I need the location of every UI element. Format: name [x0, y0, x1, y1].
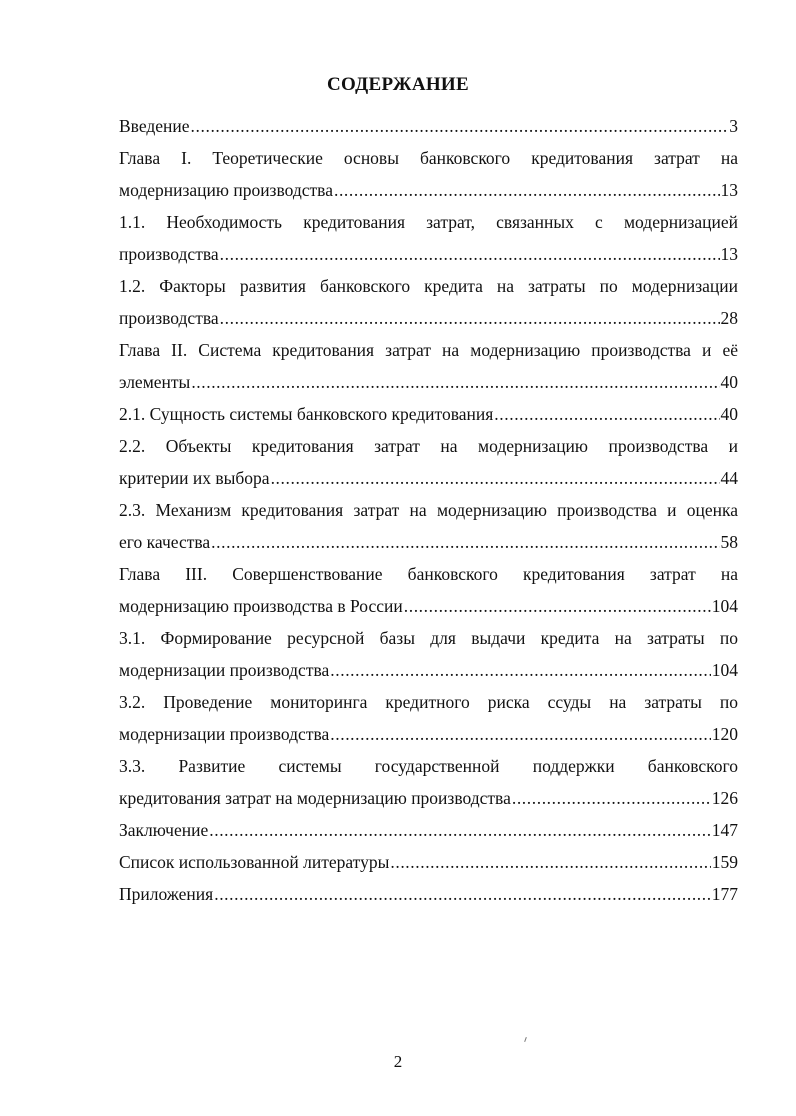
toc-entry-page: 3: [729, 116, 738, 136]
toc-entry-page: 58: [720, 532, 738, 552]
dot-leader: [404, 590, 711, 622]
toc-entry-1-2-line-2: [119, 302, 738, 334]
dot-leader: [334, 174, 720, 206]
toc-entry-page: 44: [720, 468, 738, 488]
dot-leader: [220, 302, 720, 334]
dot-leader: [271, 462, 720, 494]
dot-leader: [209, 814, 711, 846]
toc-entry-chapter-2-line-1: Глава II. Система кредитования затрат на модернизацию производства и её: [119, 340, 738, 360]
toc-entry-text: Заключение: [119, 820, 209, 840]
toc-entry-appendices: [119, 878, 738, 910]
scan-speck: [524, 1037, 527, 1042]
toc-entry-page: 147: [711, 820, 738, 840]
toc-entry-page: 159: [711, 852, 738, 872]
dot-leader: [191, 366, 719, 398]
toc-entry-3-1-line-2: [119, 654, 738, 686]
toc-entry-introduction: [119, 110, 738, 142]
toc-entry-1-1-line-2: [119, 238, 738, 270]
toc-entry-text: модернизацию производства в России: [119, 596, 403, 616]
toc-entry-chapter-3-line-2: [119, 590, 738, 622]
toc-entry-chapter-1-line-1: Глава I. Теоретические основы банковского кредитования затрат на: [119, 148, 738, 168]
toc-title: СОДЕРЖАНИЕ: [327, 74, 469, 95]
dot-leader: [214, 878, 711, 910]
toc-entry-text: Список использованной литературы: [119, 852, 390, 872]
toc-entry-page: 40: [720, 372, 738, 392]
toc-entry-text: элементы: [119, 372, 191, 392]
toc-entry-page: 13: [720, 180, 738, 200]
toc-entry-text: производства: [119, 308, 219, 328]
dot-leader: [390, 846, 710, 878]
toc-entry-page: 28: [720, 308, 738, 328]
dot-leader: [211, 526, 719, 558]
table-of-contents: [119, 110, 738, 910]
toc-entry-text: модернизации производства: [119, 660, 330, 680]
toc-entry-3-3-line-2: [119, 782, 738, 814]
toc-entry-page: 177: [711, 884, 738, 904]
toc-entry-page: 104: [711, 596, 738, 616]
toc-entry-text: Приложения: [119, 884, 214, 904]
toc-entry-page: 120: [711, 724, 738, 744]
page-number: 2: [393, 1052, 403, 1071]
dot-leader: [494, 398, 719, 430]
toc-entry-3-2-line-1: 3.2. Проведение мониторинга кредитного риска ссуды на затраты по: [119, 692, 738, 712]
toc-entry-1-2-line-1: 1.2. Факторы развития банковского кредита на затраты по модернизации: [119, 276, 738, 296]
toc-entry-3-2-line-2: [119, 718, 738, 750]
toc-entry-references: [119, 846, 738, 878]
toc-entry-2-2-line-2: [119, 462, 738, 494]
dot-leader: [330, 718, 710, 750]
toc-entry-text: модернизацию производства: [119, 180, 333, 200]
toc-entry-page: 40: [720, 404, 738, 424]
toc-entry-text: модернизации производства: [119, 724, 330, 744]
toc-entry-2-3-line-2: [119, 526, 738, 558]
toc-entry-text: 2.1. Сущность системы банковского кредитования: [119, 404, 494, 424]
toc-entry-page: 13: [720, 244, 738, 264]
toc-entry-page: 126: [711, 788, 738, 808]
toc-entry-2-1: [119, 398, 738, 430]
toc-entry-1-1-line-1: 1.1. Необходимость кредитования затрат, связанных с модернизацией: [119, 212, 738, 232]
toc-entry-3-3-line-1: 3.3. Развитие системы государственной поддержки банковского: [119, 756, 738, 776]
toc-entry-chapter-2-line-2: [119, 366, 738, 398]
dot-leader: [330, 654, 710, 686]
toc-entry-chapter-1-line-2: [119, 174, 738, 206]
toc-entry-2-2-line-1: 2.2. Объекты кредитования затрат на модернизацию производства и: [119, 436, 738, 456]
toc-entry-text: Введение: [119, 116, 190, 136]
toc-entry-conclusion: [119, 814, 738, 846]
toc-entry-text: кредитования затрат на модернизацию производства: [119, 788, 511, 808]
dot-leader: [512, 782, 711, 814]
toc-entry-3-1-line-1: 3.1. Формирование ресурсной базы для выдачи кредита на затраты по: [119, 628, 738, 648]
toc-entry-page: 104: [711, 660, 738, 680]
toc-entry-2-3-line-1: 2.3. Механизм кредитования затрат на модернизацию производства и оценка: [119, 500, 738, 520]
dot-leader: [220, 238, 720, 270]
toc-entry-text: критерии их выбора: [119, 468, 270, 488]
dot-leader: [191, 110, 729, 142]
toc-entry-text: его качества: [119, 532, 211, 552]
toc-entry-chapter-3-line-1: Глава III. Совершенствование банковского кредитования затрат на: [119, 564, 738, 584]
toc-entry-text: производства: [119, 244, 219, 264]
